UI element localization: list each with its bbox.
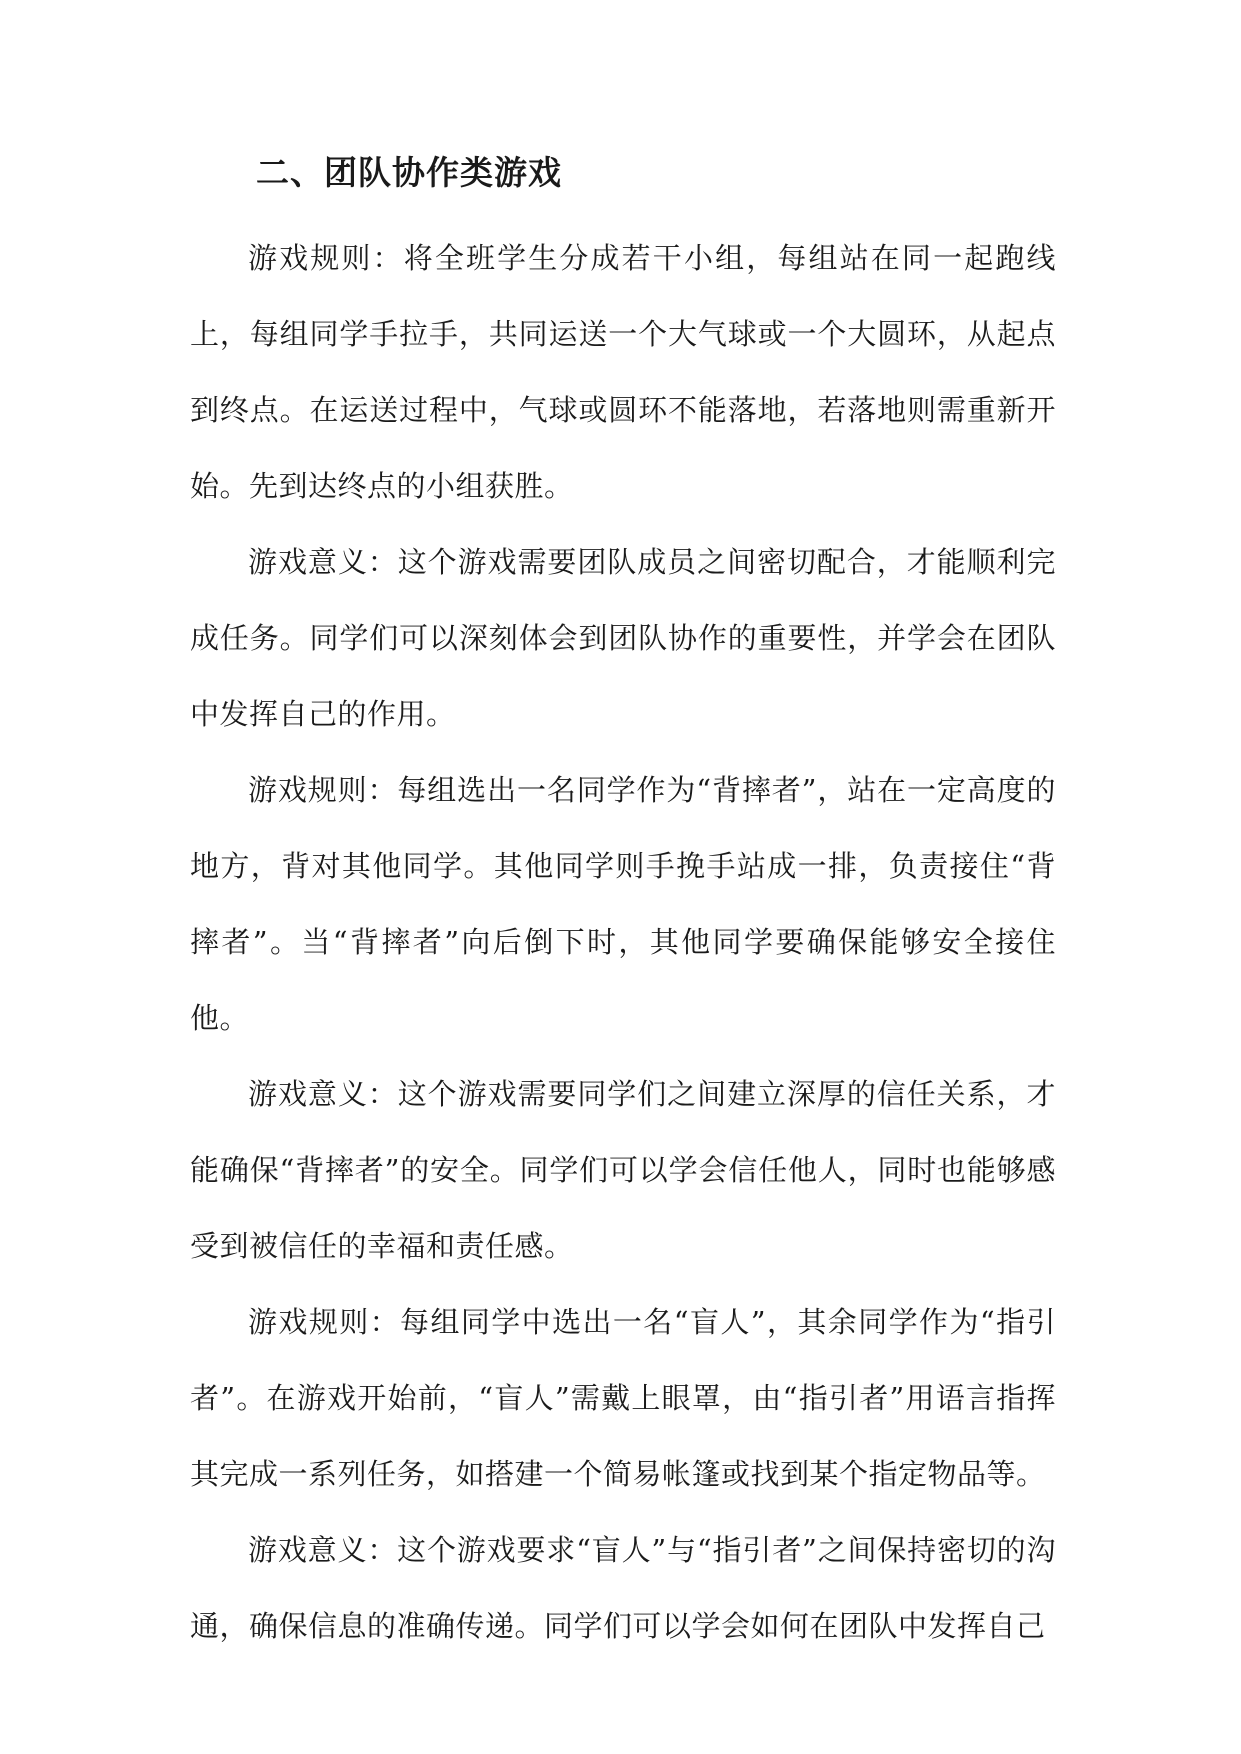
paragraph-meaning-3: 游戏意义：这个游戏要求“盲人”与“指引者”之间保持密切的沟通，确保信息的准确传递。同学们可以学会如何在团队中发挥自己 bbox=[190, 1533, 1056, 1643]
paragraph-meaning-1: 游戏意义：这个游戏需要团队成员之间密切配合，才能顺利完成任务。同学们可以深刻体会到团队协作的重要性，并学会在团队中发挥自己的作用。 bbox=[190, 545, 1056, 731]
document-page bbox=[190, 148, 1056, 1664]
paragraph-meaning-2: 游戏意义：这个游戏需要同学们之间建立深厚的信任关系，才能确保“背摔者”的安全。同学们可以学会信任他人，同时也能够感受到被信任的幸福和责任感。 bbox=[190, 1077, 1056, 1263]
paragraph-rule-2: 游戏规则：每组选出一名同学作为“背摔者”，站在一定高度的地方，背对其他同学。其他同学则手挽手站成一排，负责接住“背摔者”。当“背摔者”向后倒下时，其他同学要确保能够安全接住他。 bbox=[190, 773, 1056, 1035]
paragraph-rule-1: 游戏规则：将全班学生分成若干小组，每组站在同一起跑线上，每组同学手拉手，共同运送一个大气球或一个大圆环，从起点到终点。在运送过程中，气球或圆环不能落地，若落地则需重新开始。先到达终点的小组获胜。 bbox=[190, 241, 1056, 503]
paragraph-rule-3: 游戏规则：每组同学中选出一名“盲人”，其余同学作为“指引者”。在游戏开始前，“盲人”需戴上眼罩，由“指引者”用语言指挥其完成一系列任务，如搭建一个简易帐篷或找到某个指定物品等。 bbox=[190, 1305, 1056, 1491]
section-heading: 二、团队协作类游戏 bbox=[256, 153, 562, 192]
